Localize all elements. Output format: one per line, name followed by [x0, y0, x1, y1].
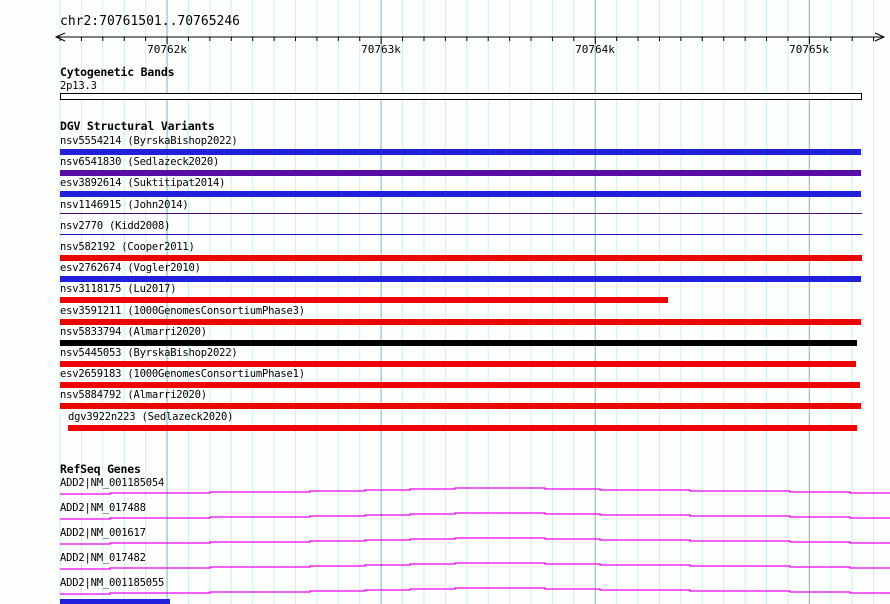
cytoband-label[interactable]: 2p13.3	[60, 80, 97, 92]
ruler-tick-label: 70764k	[575, 43, 615, 56]
gene-transcript-label[interactable]: ADD2|NM_017488	[60, 502, 146, 514]
variant-label[interactable]: nsv2770 (Kidd2008)	[60, 219, 171, 232]
track-title-refseq-genes: RefSeq Genes	[60, 462, 141, 476]
ruler-tick-label: 70763k	[361, 43, 401, 56]
gene-transcript-label[interactable]: ADD2|NM_001185054	[60, 477, 165, 489]
variant-label[interactable]: esv3591211 (1000GenomesConsortiumPhase3)	[60, 304, 305, 317]
variant-label[interactable]: esv2762674 (Vogler2010)	[60, 262, 201, 275]
variant-label[interactable]: esv2659183 (1000GenomesConsortiumPhase1)	[60, 368, 305, 381]
track-title-cytogenetic-bands: Cytogenetic Bands	[60, 65, 175, 79]
partial-feature-bar[interactable]	[60, 599, 170, 604]
variant-label[interactable]: nsv6541830 (Sedlazeck2020)	[60, 156, 220, 169]
variant-label[interactable]: nsv582192 (Cooper2011)	[60, 241, 195, 253]
region-coordinates-label: chr2:70761501..70765246	[60, 14, 241, 29]
ruler-tick-label: 70765k	[789, 43, 829, 56]
variant-label[interactable]: nsv3118175 (Lu2017)	[60, 283, 177, 296]
variant-label[interactable]: nsv5884792 (Almarri2020)	[60, 389, 207, 402]
gene-transcript-label[interactable]: ADD2|NM_001617	[60, 527, 146, 539]
variant-label[interactable]: dgv3922n223 (Sedlazeck2020)	[68, 410, 234, 423]
variant-label[interactable]: nsv5445053 (ByrskaBishop2022)	[60, 347, 238, 359]
gene-transcript-label[interactable]: ADD2|NM_001185055	[60, 577, 165, 589]
variant-label[interactable]: nsv5554214 (ByrskaBishop2022)	[60, 135, 238, 147]
variant-label[interactable]: nsv5833794 (Almarri2020)	[60, 325, 207, 338]
gene-transcript-label[interactable]: ADD2|NM_017482	[60, 552, 146, 564]
track-title-dgv-structural-variants: DGV Structural Variants	[60, 119, 215, 133]
variant-label[interactable]: esv3892614 (Suktitipat2014)	[60, 177, 226, 190]
ruler-tick-label: 70762k	[147, 43, 187, 56]
variant-label[interactable]: nsv1146915 (John2014)	[60, 198, 189, 211]
